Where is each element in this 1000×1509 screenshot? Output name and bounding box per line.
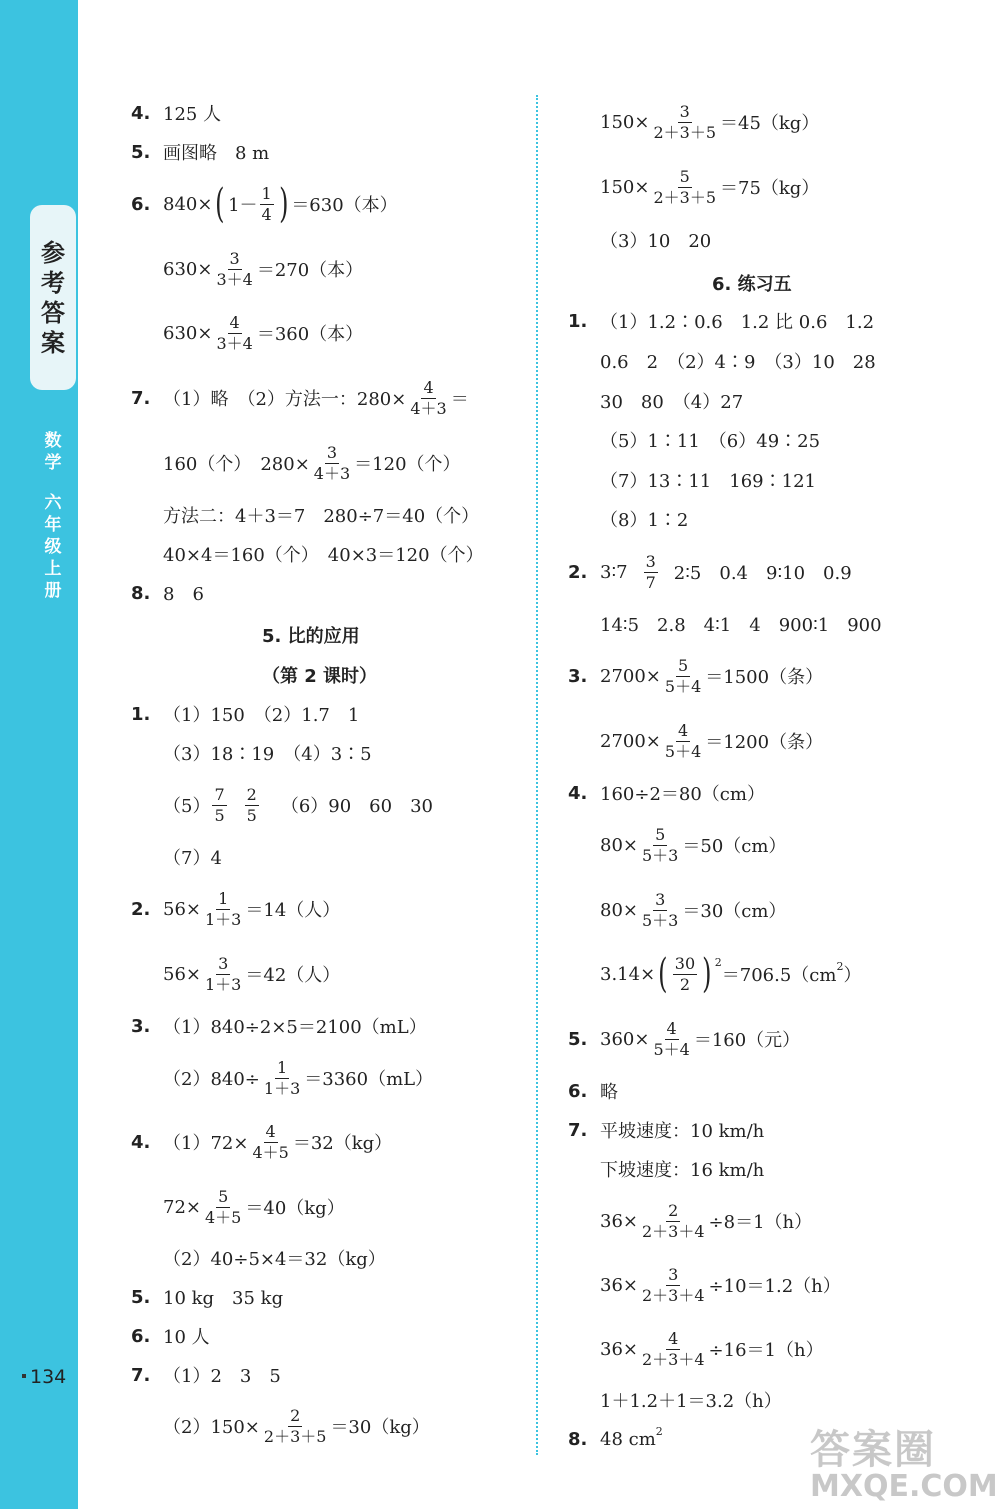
answer-line: （5）1∶11 （6）49∶25 <box>600 431 821 452</box>
answer-line: 630× $\frac{4}{3+4}$ ＝360（本） <box>163 312 364 353</box>
fraction: $\frac{3}{7}$ <box>645 551 656 592</box>
fraction: $\frac{5}{4+5}$ <box>205 1186 242 1227</box>
fraction: $\frac{3}{5+3}$ <box>642 889 679 930</box>
answer-line: 72× $\frac{5}{4+5}$ ＝40（kg） <box>163 1186 345 1227</box>
fraction: $\frac{4}{5+4}$ <box>653 1018 690 1059</box>
answer-line: 2. 3∶7 $\frac{3}{7}$ 2∶5 0.4 9∶10 0.9 <box>568 551 852 592</box>
answer-line: （2）840÷ $\frac{1}{1+3}$ ＝3360（mL） <box>163 1057 434 1098</box>
answer-line: 1. （1）150 （2）1.7 1 <box>131 703 360 726</box>
watermark-logo: 答案圈 MXQE.COM <box>810 1427 998 1504</box>
fraction: $\frac{1}{1+3}$ <box>205 888 242 929</box>
answer-line: 6. 840× ( 1－ $\frac{1}{4}$ ) ＝630（本） <box>131 181 398 227</box>
answer-line: 4. （1）72× $\frac{4}{4+5}$ ＝32（kg） <box>131 1121 393 1162</box>
answer-line: （3）18∶19 （4）3∶5 <box>163 744 372 765</box>
answer-line: 5. 360× $\frac{4}{5+4}$ ＝160（元） <box>568 1018 801 1059</box>
answer-line: 40×4＝160（个） 40×3＝120（个） <box>163 545 484 566</box>
answer-line: 1＋1.2＋1＝3.2（h） <box>600 1391 782 1412</box>
answer-line: 7. 平坡速度：10 km/h <box>568 1119 765 1142</box>
answer-line: 160（个） 280× $\frac{3}{4+3}$ ＝120（个） <box>163 442 461 483</box>
section-title: 6. 练习五 <box>712 274 792 295</box>
answer-line: 36× $\frac{4}{2+3+4}$ ÷16＝1（h） <box>600 1328 824 1369</box>
answer-line: 6. 10 人 <box>131 1325 210 1348</box>
fraction: $\frac{3}{1+3}$ <box>205 953 242 994</box>
answer-line: 5. 10 kg 35 kg <box>131 1286 284 1309</box>
answer-line: 36× $\frac{2}{2+3+4}$ ÷8＝1（h） <box>600 1200 813 1241</box>
fraction: $\frac{3}{2+3+5}$ <box>653 101 716 142</box>
fraction: $\frac{3}{3+4}$ <box>216 248 253 289</box>
answer-line: （2）40÷5×4＝32（kg） <box>163 1249 386 1270</box>
answer-line: 2. 56× $\frac{1}{1+3}$ ＝14（人） <box>131 888 341 929</box>
section-title: 5. 比的应用 <box>262 626 360 647</box>
answer-line: 3. （1）840÷2×5＝2100（mL） <box>131 1015 427 1038</box>
tab-char: 案 <box>41 328 65 357</box>
section-subtitle: （第 2 课时） <box>262 666 378 687</box>
fraction: $\frac{3}{2+3+4}$ <box>642 1264 705 1305</box>
tab-char: 参 <box>41 238 65 267</box>
answer-line: 7. （1）略 （2）方法一：280× $\frac{4}{4+3}$ ＝ <box>131 377 469 418</box>
fraction: $\frac{4}{5+4}$ <box>664 720 702 761</box>
answer-line: （7）4 <box>163 848 222 869</box>
answer-line: 8. 8 6 <box>131 582 204 605</box>
fraction: $\frac{4}{3+4}$ <box>216 312 253 353</box>
answer-line: 8. 48 cm $^2$ <box>568 1425 663 1450</box>
fraction: $\frac{2}{5}$ <box>246 784 257 825</box>
answer-line: 3. 2700× $\frac{5}{5+4}$ ＝1500（条） <box>568 655 824 696</box>
fraction: $\frac{7}{5}$ <box>214 784 225 825</box>
answer-line: 方法二：4＋3＝7 280÷7＝40（个） <box>163 506 480 527</box>
answer-line: 下坡速度：16 km/h <box>600 1160 765 1181</box>
tab-char: 考 <box>41 268 65 297</box>
answer-line: （5） $\frac{7}{5}$ $\frac{2}{5}$ （6）90 60 30 <box>163 784 433 825</box>
fraction: $\frac{5}{5+4}$ <box>664 655 702 696</box>
fraction: $\frac{2}{2+3+5}$ <box>263 1405 327 1446</box>
column-divider <box>536 95 538 1455</box>
answer-line: 30 80 （4）27 <box>600 392 744 413</box>
fraction: $\frac{1}{4}$ <box>261 183 272 224</box>
answer-line: 4. 160÷2＝80（cm） <box>568 782 765 805</box>
fraction: $\frac{4}{2+3+4}$ <box>642 1328 705 1369</box>
fraction: $\frac{4}{4+5}$ <box>252 1121 289 1162</box>
answer-line: 6. 略 <box>568 1080 618 1103</box>
answer-line: 2700× $\frac{4}{5+4}$ ＝1200（条） <box>600 720 824 761</box>
answer-line: 5. 画图略 8 m <box>131 141 270 164</box>
answer-line: 4. 125 人 <box>131 102 222 125</box>
answer-line: 7. （1）2 3 5 <box>131 1364 281 1387</box>
grade-label: 六 年 级 上 册 <box>44 493 62 601</box>
answer-line: 3.14× ( $\frac{30}{2}$ ) $^2$ ＝706.5（cm $^2$ ） <box>600 951 862 997</box>
answer-line: 56× $\frac{3}{1+3}$ ＝42（人） <box>163 953 341 994</box>
fraction: $\frac{5}{2+3+5}$ <box>653 166 716 207</box>
answer-line: 80× $\frac{5}{5+3}$ ＝50（cm） <box>600 824 787 865</box>
fraction: $\frac{2}{2+3+4}$ <box>642 1200 705 1241</box>
answer-line: 150× $\frac{5}{2+3+5}$ ＝75（kg） <box>600 166 820 207</box>
answer-line: 150× $\frac{3}{2+3+5}$ ＝45（kg） <box>600 101 820 142</box>
answer-line: （8）1∶2 <box>600 510 689 531</box>
fraction: $\frac{1}{1+3}$ <box>263 1057 301 1098</box>
fraction: $\frac{30}{2}$ <box>674 953 696 994</box>
answer-line: （2）150× $\frac{2}{2+3+5}$ ＝30（kg） <box>163 1405 430 1446</box>
answer-key-tab <box>30 205 76 390</box>
fraction: $\frac{5}{5+3}$ <box>642 824 679 865</box>
answer-line: （3）10 20 <box>600 231 712 252</box>
answer-line: 80× $\frac{3}{5+3}$ ＝30（cm） <box>600 889 787 930</box>
answer-line: 630× $\frac{3}{3+4}$ ＝270（本） <box>163 248 364 289</box>
answer-line: 36× $\frac{3}{2+3+4}$ ÷10＝1.2（h） <box>600 1264 841 1305</box>
answer-line: 0.6 2 （2）4∶9 （3）10 28 <box>600 352 876 373</box>
subject-label: 数 学 <box>44 431 62 473</box>
tab-char: 答 <box>41 298 65 327</box>
answer-line: （7）13∶11 169∶121 <box>600 471 816 492</box>
fraction: $\frac{4}{4+3}$ <box>410 377 447 418</box>
page-number: 134 <box>30 1366 67 1388</box>
fraction: $\frac{3}{4+3}$ <box>313 442 351 483</box>
answer-line: 1. （1）1.2∶0.6 1.2 比 0.6 1.2 <box>568 310 875 333</box>
answer-line: 14∶5 2.8 4∶1 4 900∶1 900 <box>600 615 882 636</box>
